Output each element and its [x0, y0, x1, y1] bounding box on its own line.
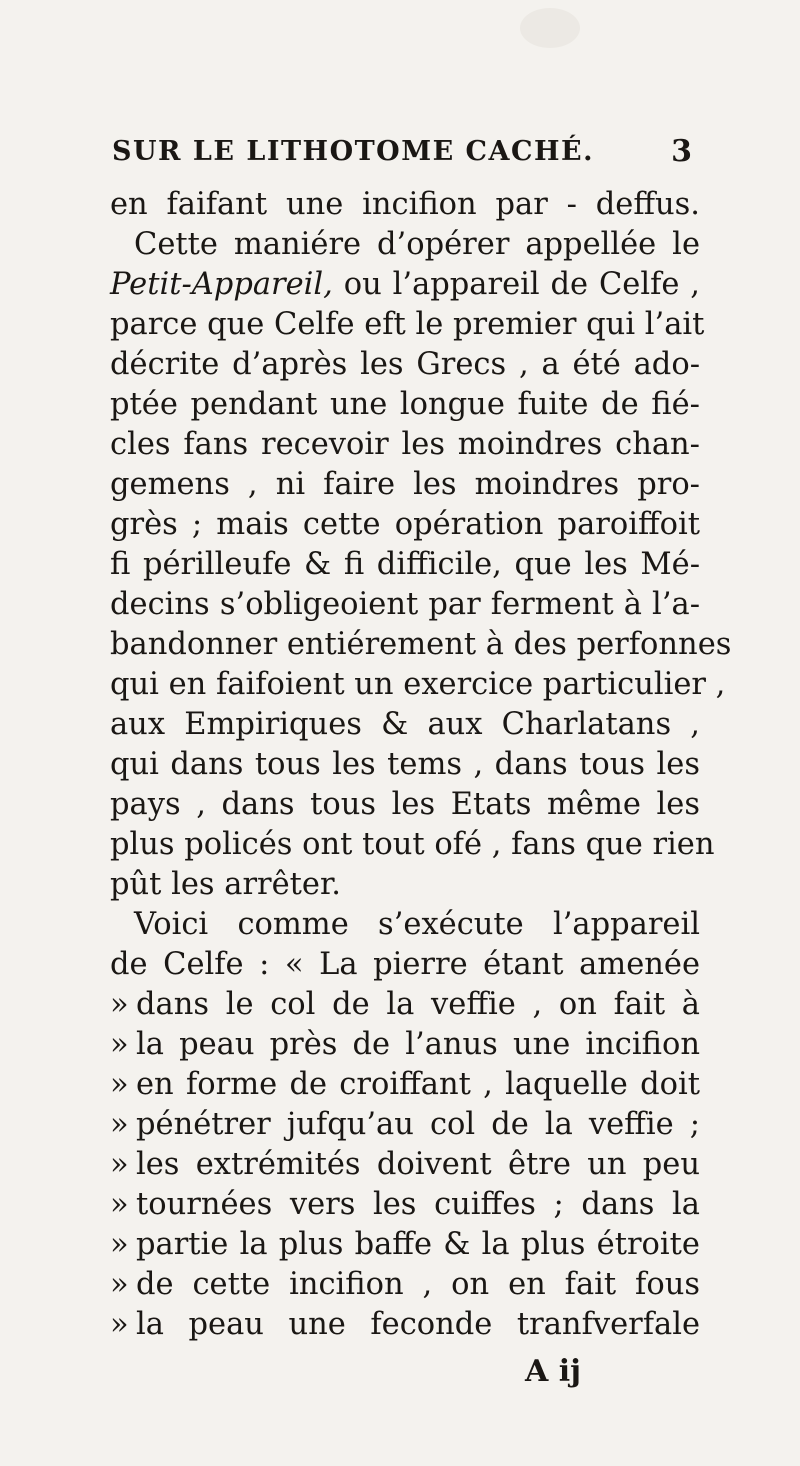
- quoted-line: » pénétrer jufqu’au col de la veffie ;: [110, 1107, 700, 1142]
- quoted-line: » tournées vers les cuiffes ; dans la: [110, 1187, 700, 1222]
- text-line: parce que Celfe eft le premier qui l’ait: [110, 307, 705, 342]
- text-line: fi périlleufe & fi difficile, que les Mé-: [110, 547, 700, 582]
- quote-mark: »: [110, 1307, 129, 1342]
- text-line: ptée pendant une longue fuite de fié-: [110, 387, 700, 422]
- quoted-line: » la peau près de l’anus une incifion: [110, 1027, 700, 1062]
- text-line: gemens , ni faire les moindres pro-: [110, 467, 700, 502]
- quoted-line: » en forme de croiffant , laquelle doit: [110, 1067, 700, 1102]
- page-number: 3: [671, 134, 692, 169]
- quoted-line: » dans le col de la veffie , on fait à: [110, 987, 700, 1022]
- text-line: decins s’obligeoient par ferment à l’a-: [110, 587, 700, 622]
- text-line: bandonner entiérement à des perfonnes: [110, 627, 732, 662]
- text-line: plus policés ont tout ofé , fans que rien: [110, 827, 715, 862]
- text-line: Voici comme s’exécute l’appareil: [134, 907, 700, 942]
- text-line: aux Empiriques & aux Charlatans ,: [110, 707, 700, 742]
- paper-stain: [520, 8, 580, 48]
- quoted-line: » les extrémités doivent être un peu: [110, 1147, 700, 1182]
- text-line: Cette maniére d’opérer appellée le: [134, 227, 700, 262]
- text-line: de Celfe : « La pierre étant amenée: [110, 947, 700, 982]
- quote-mark: »: [110, 987, 129, 1022]
- text-line: qui en faifoient un exercice particulier ,: [110, 667, 726, 702]
- quote-mark: »: [110, 1147, 129, 1182]
- quote-mark: »: [110, 1107, 129, 1142]
- quote-mark: »: [110, 1027, 129, 1062]
- quote-mark: »: [110, 1267, 129, 1302]
- text-line: pays , dans tous les Etats même les: [110, 787, 700, 822]
- quoted-line: » la peau une feconde tranfverfale: [110, 1307, 700, 1342]
- text-line: pût les arrêter.: [110, 867, 341, 902]
- quote-mark: »: [110, 1187, 129, 1222]
- italic-term: Petit-Appareil,: [110, 267, 333, 302]
- quoted-line: » partie la plus baffe & la plus étroite: [110, 1227, 700, 1262]
- signature-mark: A ij: [525, 1354, 581, 1389]
- quoted-line: » de cette incifion , on en fait fous: [110, 1267, 700, 1302]
- text-line: cles fans recevoir les moindres chan-: [110, 427, 700, 462]
- quote-mark: »: [110, 1067, 129, 1102]
- running-title: SUR LE LITHOTOME CACHÉ.: [112, 136, 594, 167]
- text-line: décrite d’après les Grecs , a été ado-: [110, 347, 700, 382]
- text-line: Petit-Appareil, ou l’appareil de Celfe ,: [110, 267, 700, 302]
- text-line: en faifant une incifion par - deffus.: [110, 187, 700, 222]
- text-line: grès ; mais cette opération paroiffoit: [110, 507, 700, 542]
- quote-mark: »: [110, 1227, 129, 1262]
- page-header: [112, 136, 692, 186]
- text-line: qui dans tous les tems , dans tous les: [110, 747, 700, 782]
